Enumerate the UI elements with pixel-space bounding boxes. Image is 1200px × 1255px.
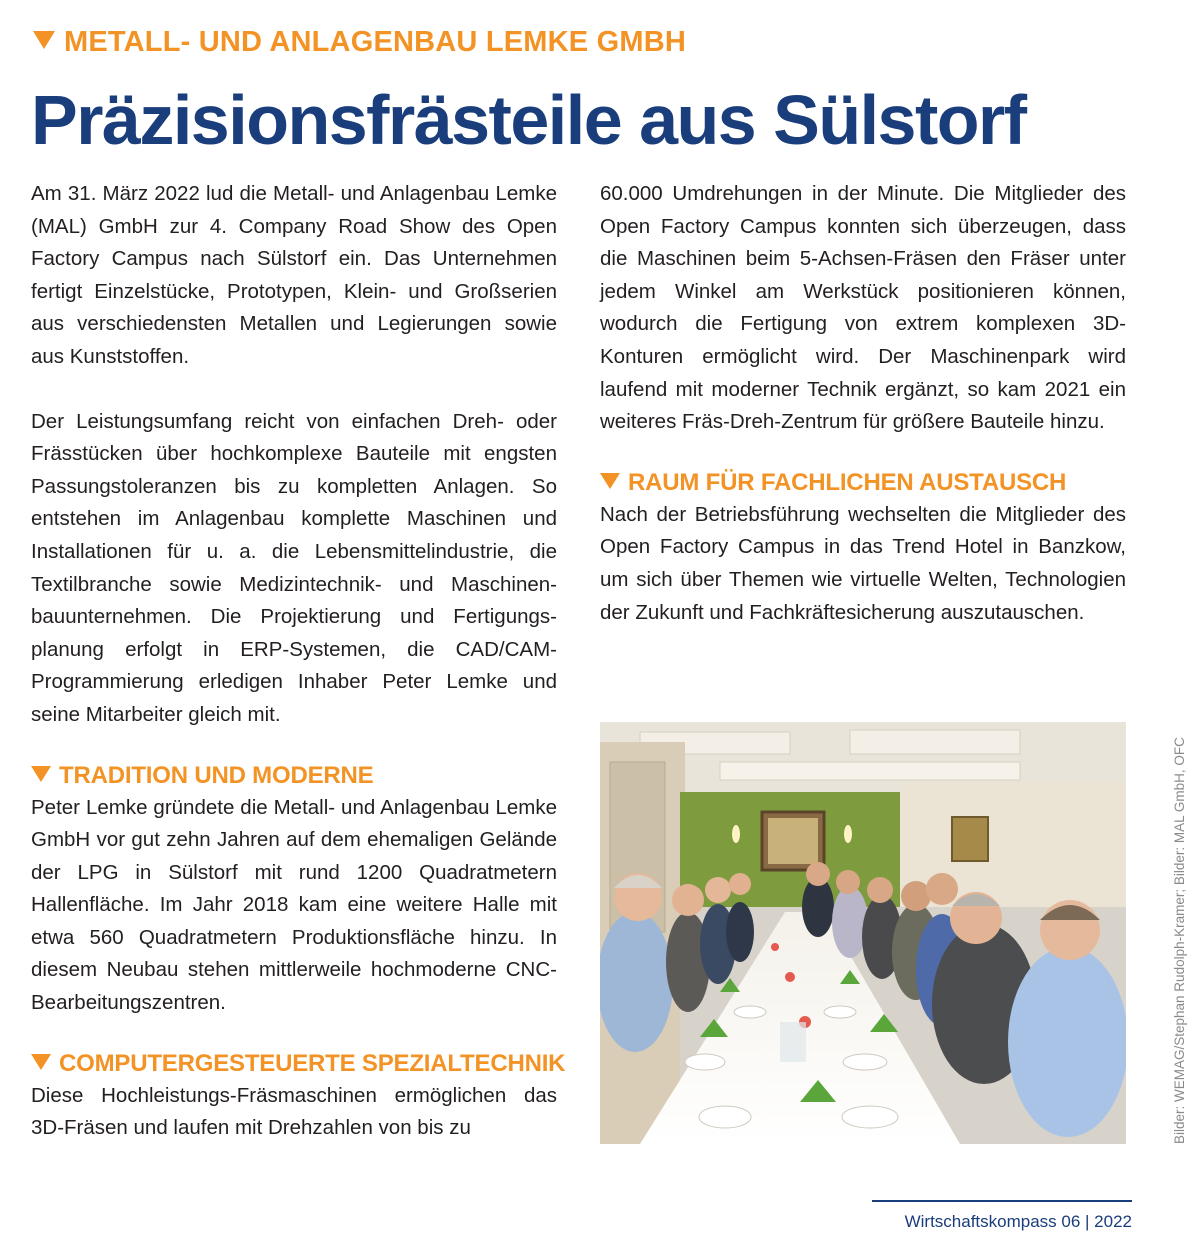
page-footer: Wirtschaftskompass 06 | 2022 xyxy=(904,1212,1132,1231)
paragraph-intro: Am 31. März 2022 lud die Metall- und Anlagenbau Lemke (MAL) GmbH zur 4. Company Road Show des Open Factory Campus nach Sülstorf ein. Das Unternehmen fertigt Einzelstücke, Prototypen, Klein- und Großserien aus verschiedensten Metallen und Legierungen sowie aus Kunststoffen. xyxy=(31,182,557,368)
section-heading-technik xyxy=(31,1048,566,1080)
footer-rule xyxy=(872,1200,1132,1202)
paragraph-technik: Diese Hochleistungs-Fräsmaschinen ermöglichen das 3D-Fräsen und laufen mit Drehzahlen von bis zu xyxy=(31,1083,557,1140)
section-heading-tradition xyxy=(31,760,557,792)
paragraph-austausch: Nach der Betriebsführung wechselten die Mitglieder des Open Factory Campus in das Trend Hotel in Banzkow, um sich über Themen wie virtuelle Welten, Technologien der Zukunft und Fachkräftesicherung auszutauschen. xyxy=(600,502,1126,624)
article-title: Präzisionsfrästeile aus Sülstorf xyxy=(31,81,1026,159)
article-kicker xyxy=(33,26,686,59)
left-column xyxy=(31,178,566,1145)
group-photo xyxy=(600,722,1126,1144)
section-heading-text: TRADITION UND MODERNE xyxy=(59,761,374,789)
down-triangle-icon xyxy=(600,473,620,489)
section-heading-text: COMPUTERGESTEUERTE SPEZIALTECHNIK xyxy=(59,1049,566,1077)
down-triangle-icon xyxy=(33,31,55,49)
paragraph-services: Der Leistungsumfang reicht von einfachen Dreh- oder Frässtücken über hochkomplexe Bauteile mit engsten Passungstoleranzen bis zu kompletten Anlagen. So entstehen im Anlagenbau komplette Maschinen und Installationen für u. a. die Lebensmittelindustrie, die Textilbranche sowie Medizintechnik- und Maschinenbauunternehmen. Die Projektierung und Fertigungsplanung erfolgt in ERP-Systemen, die CAD/CAM-Programmierung erledigen Inhaber Peter Lemke und seine Mitarbeiter gleich mit. xyxy=(31,409,557,726)
paragraph-tradition: Peter Lemke gründete die Metall- und Anlagenbau Lemke GmbH vor gut zehn Jahren auf dem ehemaligen Gelände der LPG in Sülstorf mit rund 1200 Quadratmetern Hallenfläche. Im Jahr 2018 kam eine weitere Halle mit etwa 560 Quadratmetern Produktionsfläche hinzu. In diesem Neubau stehen mittlerweile hochmoderne CNC-Bearbeitungszentren. xyxy=(31,795,557,1015)
down-triangle-icon xyxy=(31,1054,51,1070)
kicker-text: METALL- UND ANLAGENBAU LEMKE GMBH xyxy=(64,26,686,58)
paragraph-machines: 60.000 Umdrehungen in der Minute. Die Mitglieder des Open Factory Campus konnten sich überzeugen, dass die Maschinen beim 5-Achsen-Fräsen den Fräser unter jedem Winkel am Werkstück positionieren können, wodurch die Fertigung von extrem komplexen 3D-Konturen ermöglicht wird. Der Maschinenpark wird laufend mit moderner Technik ergänzt, so kam 2021 ein weiteres Fräs-Dreh-Zentrum für größere Bauteile hinzu. xyxy=(600,182,1126,434)
group-photo-illustration xyxy=(600,722,1126,1144)
right-column xyxy=(600,178,1126,629)
photo-credit: Bilder: WEMAG/Stephan Rudolph-Kramer; Bilder: MAL GmbH, OFC xyxy=(1172,737,1187,1144)
section-heading-austausch xyxy=(600,467,1126,499)
section-heading-text: RAUM FÜR FACHLICHEN AUSTAUSCH xyxy=(628,468,1067,496)
down-triangle-icon xyxy=(31,766,51,782)
